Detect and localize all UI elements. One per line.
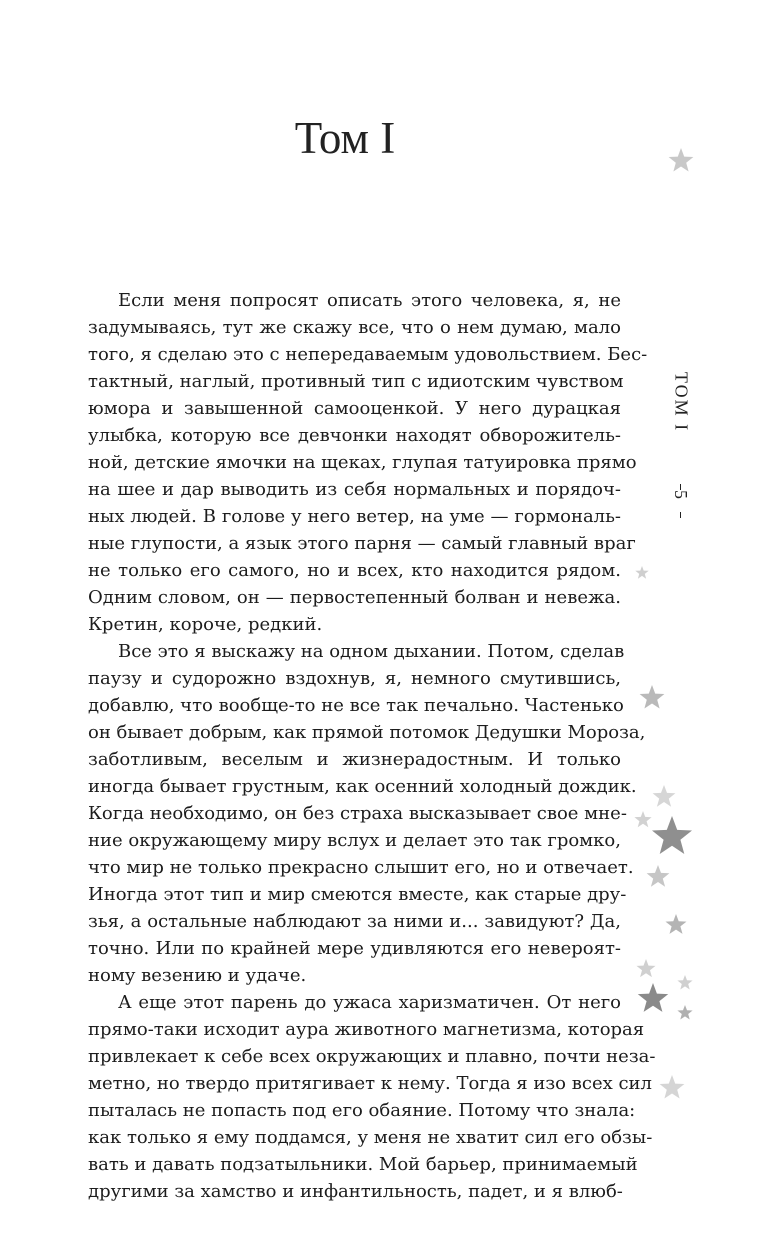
text-line: точно. Или по крайней мере удивляются его невероят- xyxy=(88,938,621,959)
text-line: Все это я выскажу на одном дыхании. Потом, сделав xyxy=(118,641,625,662)
text-line: что мир не только прекрасно слышит его, но и отвечает. xyxy=(88,857,634,878)
star-icon xyxy=(677,975,692,990)
text-line: ные глупости, а язык этого парня — самый главный враг xyxy=(88,533,636,554)
text-line: не только его самого, но и всех, кто находится рядом. xyxy=(88,560,621,581)
text-line: метно, но твердо притягивает к нему. Тогда я изо всех сил xyxy=(88,1073,652,1094)
text-line: А еще этот парень до ужаса харизматичен. От него xyxy=(118,992,621,1013)
text-line: прямо-таки исходит аура животного магнетизма, которая xyxy=(88,1019,645,1040)
star-icon xyxy=(638,983,668,1012)
text-line: ние окружающему миру вслух и делает это так громко, xyxy=(88,830,621,851)
text-line: тактный, наглый, противный тип с идиотским чувством xyxy=(88,371,624,392)
star-icon xyxy=(652,816,692,854)
star-icon xyxy=(647,865,670,887)
text-line: Одним словом, он — первостепенный болван и невежа. xyxy=(88,587,621,608)
star-icon xyxy=(677,1005,692,1020)
text-line: улыбка, которую все девчонки находят обворожитель- xyxy=(88,425,621,446)
text-line: задумываясь, тут же скажу все, что о нем думаю, мало xyxy=(88,317,621,338)
star-icon xyxy=(653,785,676,807)
text-line: того, я сделаю это с непередаваемым удовольствием. Бес- xyxy=(88,344,648,365)
text-line: другими за хамство и инфантильность, падет, и я влюб- xyxy=(88,1181,623,1202)
text-line: ной, детские ямочки на щеках, глупая татуировка прямо xyxy=(88,452,637,473)
star-icon xyxy=(637,959,656,977)
text-line: ному везению и удаче. xyxy=(88,965,307,986)
text-line: он бывает добрым, как прямой потомок Дедушки Мороза, xyxy=(88,722,646,743)
text-line: иногда бывает грустным, как осенний холодный дождик. xyxy=(88,776,637,797)
star-icon xyxy=(666,914,687,934)
text-line: добавлю, что вообще-то не все так печально. Частенько xyxy=(88,695,624,716)
text-line: привлекает к себе всех окружающих и плавно, почти неза- xyxy=(88,1046,656,1067)
text-line: Кретин, короче, редкий. xyxy=(88,614,323,635)
text-line: на шее и дар выводить из себя нормальных и порядоч- xyxy=(88,479,621,500)
text-line: зья, а остальные наблюдают за ними и... завидуют? Да, xyxy=(88,911,621,932)
star-icon xyxy=(634,811,651,827)
star-icon xyxy=(660,1075,685,1099)
star-icon xyxy=(635,566,648,579)
text-line: Если меня попросят описать этого человека, я, не xyxy=(118,290,621,311)
page-number: 5 xyxy=(671,490,691,499)
text-line: как только я ему поддамся, у меня не хватит сил его обзы- xyxy=(88,1127,653,1148)
text-line: пыталась не попасть под его обаяние. Потому что знала: xyxy=(88,1100,636,1121)
text-line: ных людей. В голове у него ветер, на уме — гормональ- xyxy=(88,506,621,527)
star-icon xyxy=(640,685,665,709)
text-line: юмора и завышенной самооценкой. У него дурацкая xyxy=(88,398,621,419)
star-icon xyxy=(669,148,694,172)
text-line: паузу и судорожно вздохнув, я, немного смутившись, xyxy=(88,668,621,689)
chapter-title: Том I xyxy=(294,113,396,163)
text-line: заботливым, веселым и жизнерадостным. И только xyxy=(88,749,621,770)
text-line: Иногда этот тип и мир смеются вместе, как старые дру- xyxy=(88,884,627,905)
running-head: ТОМ I xyxy=(671,371,692,433)
text-line: вать и давать подзатыльники. Мой барьер, принимаемый xyxy=(88,1154,638,1175)
text-line: Когда необходимо, он без страха высказывает свое мне- xyxy=(88,803,627,824)
